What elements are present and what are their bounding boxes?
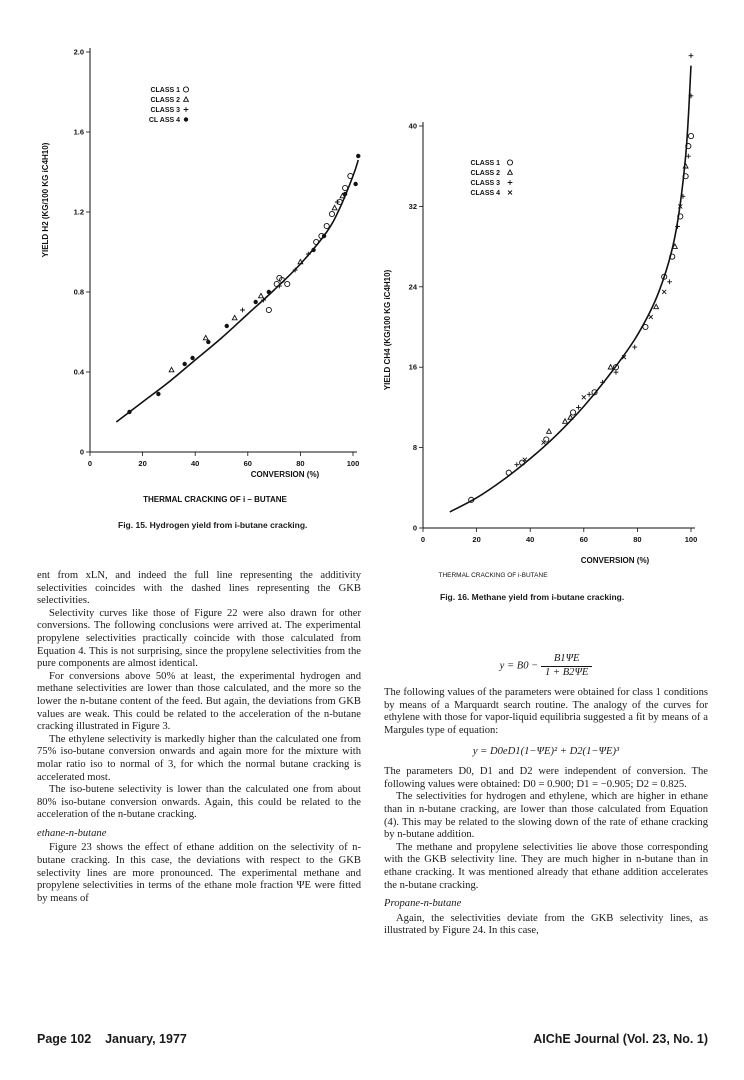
- data-point-class-3: [587, 392, 592, 397]
- right-paragraph-1: The following values of the parameters were obtained for class 1 conditions by means of a Marquardt search routine. The analogy of the curves for ethylene with those for vapor-liquid equilibria suggested a fit by means of a Margules type of equation:: [384, 687, 708, 736]
- data-point-class-2: [608, 365, 613, 369]
- data-point-class-1: [285, 281, 290, 286]
- data-point-class-2: [683, 164, 688, 168]
- y-tick-label: 0.4: [73, 367, 84, 377]
- legend-marker: [183, 87, 188, 92]
- x-tick-label: 20: [472, 535, 481, 544]
- right-paragraph-2: The parameters D0, D1 and D2 were independent of conversion. The following values were obtained: D0 = 0.900; D1 = −0.905; D2 = 0.825.: [384, 766, 708, 790]
- data-point-class-1: [324, 223, 329, 228]
- equation-1-lhs: y = B0 −: [499, 660, 539, 672]
- legend-label: CL ASS 4: [148, 117, 180, 124]
- data-point-class-4: [253, 300, 257, 304]
- data-point-class-2: [654, 304, 659, 308]
- right-paragraph-4: The methane and propylene selectivities lie above those corresponding with the GKB selectivity line. They are much higher in n-butane than in ethane cracking. It was mentioned already that ethane addition accelerates the n-butane cracking.: [384, 841, 708, 891]
- data-point-class-3: [514, 462, 519, 467]
- legend-marker: [184, 97, 189, 101]
- y-tick-label: 2.0: [73, 47, 84, 57]
- legend-label: CLASS 2: [470, 170, 500, 177]
- data-point-class-3: [576, 405, 581, 410]
- left-paragraph-3: For conversions above 50% at least, the experimental hydrogen and methane selectivities are lower than those calculated, and the more so the lower the n-butane content of the feed. But again, the deviations from GKB values are weak. This could be related to the acceleration of the n-butane cracking illustrated in Figure 3.: [37, 670, 361, 733]
- y-tick-label: 1.6: [73, 127, 84, 137]
- legend-marker: [508, 180, 513, 185]
- legend-label: CLASS 2: [150, 97, 180, 104]
- data-point-class-3: [689, 53, 694, 58]
- x-tick-label: 80: [633, 535, 642, 544]
- data-point-class-4: [542, 441, 546, 445]
- x-tick-label: 40: [191, 459, 200, 468]
- data-point-class-4: [206, 340, 210, 344]
- data-point-class-1: [643, 324, 648, 329]
- data-point-class-1: [506, 470, 511, 475]
- x-tick-label: 60: [243, 459, 252, 468]
- figure-16-xlabel: CONVERSION (%): [580, 556, 650, 565]
- equation-1-denominator: 1 + B2ΨE: [544, 666, 589, 678]
- legend-label: CLASS 1: [150, 87, 180, 94]
- legend-marker: [184, 117, 188, 121]
- y-tick-label: 8: [412, 443, 417, 453]
- figure-15-title: THERMAL CRACKING OF i – BUTANE: [143, 495, 287, 504]
- x-tick-label: 80: [296, 459, 305, 468]
- right-paragraph-5: Again, the selectivities deviate from the GKB selectivity lines, as illustrated by Figure 24. In this case,: [384, 912, 708, 937]
- right-paragraph-3: The selectivities for hydrogen and ethylene, which are higher in ethane than in n-butane cracking, are lower than those calculated from Equation (4). This may be related to the slowing down of the rate of ethane cracking by n-butane addition.: [384, 791, 708, 841]
- x-tick-label: 40: [526, 535, 535, 544]
- equation-2: y = D0eD1(1−ΨE)² + D2(1−ΨE)³: [472, 745, 620, 757]
- x-tick-label: 100: [346, 459, 360, 468]
- data-point-class-3: [632, 345, 637, 350]
- data-point-class-4: [267, 290, 271, 294]
- y-tick-label: 24: [408, 282, 417, 292]
- equation-1-fraction: [541, 653, 592, 679]
- x-tick-label: 0: [87, 459, 93, 468]
- figure-16-title: THERMAL CRACKING OF i-BUTANE: [438, 572, 548, 579]
- x-tick-label: 100: [684, 535, 698, 544]
- figure-15-xlabel: CONVERSION (%): [250, 470, 320, 479]
- data-point-class-3: [667, 279, 672, 284]
- x-tick-label: 60: [579, 535, 588, 544]
- data-point-class-1: [266, 307, 271, 312]
- figure-16-caption: Fig. 16. Methane yield from i-butane cracking.: [440, 592, 625, 602]
- data-point-class-4: [225, 324, 229, 328]
- figure-15-caption: Fig. 15. Hydrogen yield from i-butane cracking.: [118, 520, 308, 530]
- data-point-class-4: [582, 395, 586, 399]
- data-point-class-4: [662, 290, 666, 294]
- data-point-class-4: [322, 234, 326, 238]
- left-paragraph-5: The iso-butene selectivity is lower than the calculated one from about 80% iso-butane conversion onwards. Again, this could be related to the acceleration of the n-butane cracking.: [37, 784, 361, 821]
- footer-journal: AIChE Journal (Vol. 23, No. 1): [533, 1032, 708, 1046]
- data-point-class-2: [563, 419, 568, 423]
- footer-page-date: Page 102 January, 1977: [37, 1032, 187, 1046]
- y-tick-label: 32: [408, 201, 417, 211]
- data-point-class-3: [240, 308, 245, 313]
- data-point-class-1: [570, 410, 575, 415]
- legend-marker: [184, 107, 189, 112]
- data-point-class-1: [314, 239, 319, 244]
- y-tick-label: 0.8: [73, 287, 84, 297]
- left-paragraph-6: Figure 23 shows the effect of ethane addition on the selectivity of n-butane cracking. In this case, the deviations with respect to the GKB selectivity lines are more pronounced. The experimental methane and propylene selectivities in terms of the ethane mole fraction ΨE were fitted by means of: [37, 842, 361, 904]
- y-tick-label: 40: [408, 121, 417, 131]
- equation-1-numerator: B1ΨE: [541, 653, 592, 667]
- equation-1: [384, 653, 708, 679]
- left-paragraph-2: Selectivity curves like those of Figure 22 were also drawn for other conversions. The following conclusions were arrived at. The experimental propylene selectivities practically coincide with those calculated from Equation 4. This is not surprising, since the propylene selectivities from the pure components are almost identical.: [37, 607, 361, 670]
- data-point-class-2: [547, 429, 552, 433]
- data-point-class-3: [614, 370, 619, 375]
- x-tick-label: 20: [138, 459, 147, 468]
- figure-16-chart: [375, 40, 725, 585]
- data-point-class-2: [203, 335, 208, 339]
- data-point-class-1: [329, 211, 334, 216]
- data-point-class-2: [259, 293, 264, 297]
- legend-label: CLASS 4: [470, 190, 500, 197]
- data-point-class-2: [232, 315, 237, 319]
- data-point-class-4: [127, 410, 131, 414]
- figure-16-ylabel: YIELD CH4 (KG/100 KG iC4H10): [383, 269, 392, 391]
- data-point-class-4: [356, 154, 360, 158]
- legend-label: CLASS 1: [470, 160, 500, 167]
- data-point-class-2: [169, 367, 174, 371]
- left-paragraph-1: ent from xLN, and indeed the full line representing the additivity selectivities coincides with the dashed lines representing the GKB selectivities.: [37, 570, 361, 607]
- legend-marker: [508, 191, 512, 195]
- data-point-class-4: [343, 192, 347, 196]
- figure-15-ylabel: YIELD H2 (KG/100 KG iC4H10): [41, 142, 50, 258]
- left-text-column: [37, 570, 361, 905]
- data-point-class-4: [523, 458, 527, 462]
- legend-label: CLASS 3: [470, 180, 500, 187]
- figure-15-chart: [30, 40, 380, 520]
- legend-marker: [507, 160, 512, 165]
- fitted-curve: [450, 66, 691, 512]
- legend-marker: [508, 170, 513, 174]
- fitted-curve: [116, 160, 358, 422]
- data-point-class-4: [311, 248, 315, 252]
- data-point-class-1: [688, 133, 693, 138]
- data-point-class-2: [332, 205, 337, 209]
- data-point-class-4: [353, 182, 357, 186]
- y-tick-label: 0: [79, 447, 84, 457]
- data-point-class-4: [649, 315, 653, 319]
- right-text-column: [384, 645, 708, 938]
- section-heading-propane: Propane-n-butane: [384, 898, 462, 910]
- data-point-class-3: [335, 200, 340, 205]
- data-point-class-3: [686, 154, 691, 159]
- data-point-class-4: [182, 362, 186, 366]
- section-heading-ethane: ethane-n-butane: [37, 827, 107, 839]
- left-paragraph-4: The ethylene selectivity is markedly higher than the calculated one from 75% iso-butane conversion onwards and again more for the mixture with molar ratio iso to normal of 3, for which the normal butane cracking is accelerated most.: [37, 733, 361, 783]
- data-point-class-1: [343, 185, 348, 190]
- legend-label: CLASS 3: [150, 107, 180, 114]
- data-point-class-4: [156, 392, 160, 396]
- y-tick-label: 0: [412, 523, 417, 533]
- x-tick-label: 0: [420, 535, 426, 544]
- y-tick-label: 16: [408, 362, 417, 372]
- data-point-class-4: [190, 356, 194, 360]
- data-point-class-2: [568, 415, 573, 419]
- y-tick-label: 1.2: [73, 207, 84, 217]
